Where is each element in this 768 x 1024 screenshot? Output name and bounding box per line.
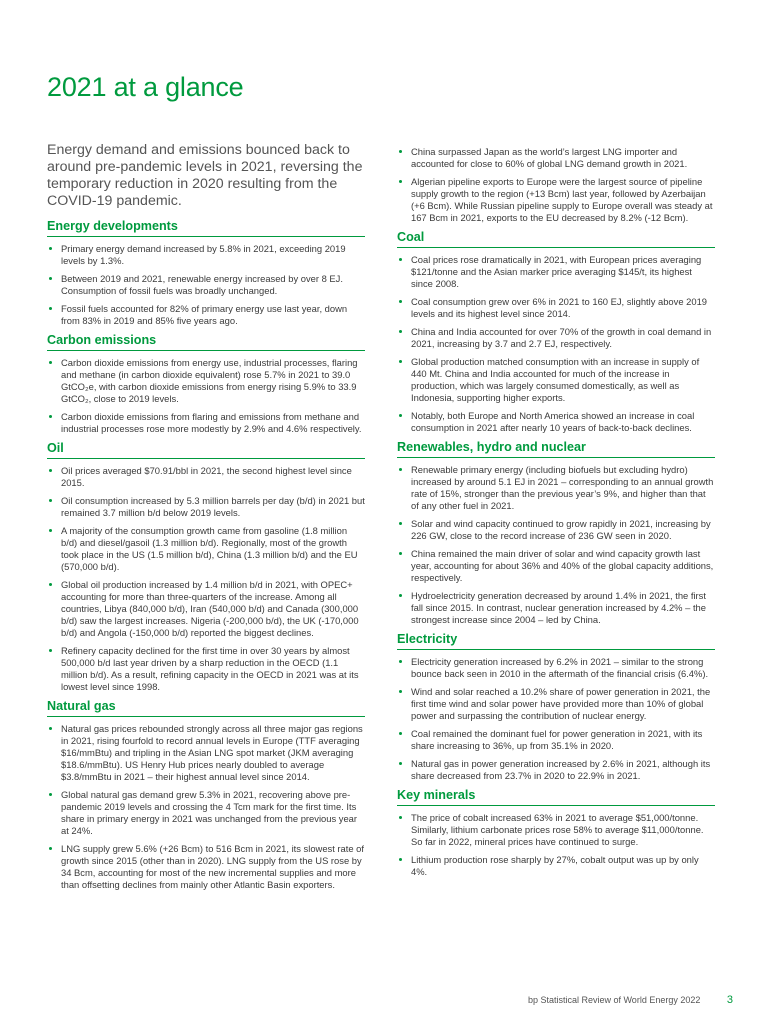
bullet-dot-icon: [399, 150, 402, 153]
bullet-text: Coal prices rose dramatically in 2021, with European prices averaging $121/tonne and the Asian marker price averaging $145/t, its highest since 2008.: [411, 254, 702, 289]
bullet-text: Hydroelectricity generation decreased by around 1.4% in 2021, the first fall since 2015. In contrast, nuclear generation increased by 4.2% – the strongest increase since 2004 – led by China.: [411, 590, 706, 625]
bullet-item: [397, 356, 715, 404]
bullet-dot-icon: [399, 360, 402, 363]
section-oil: [47, 441, 365, 693]
bullet-text: Notably, both Europe and North America showed an increase in coal consumption in 2021 after nearly 10 years of back-to-back declines.: [411, 410, 695, 433]
bullet-text: Global oil production increased by 1.4 million b/d in 2021, with OPEC+ accounting for more than three-quarters of the increase. Among all countries, Libya (840,000 b/d), Iran (540,000 b/d) and Canada (300,000 b/d) saw the largest increases. Nigeria (-200,000 b/d), the UK (-170,000 b/d) and Angola (-150,000 b/d) reported the biggest declines.: [61, 579, 359, 638]
bullet-dot-icon: [399, 816, 402, 819]
bullet-text: Fossil fuels accounted for 82% of primary energy use last year, down from 83% in 2019 and 85% five years ago.: [61, 303, 348, 326]
bullet-item: [397, 854, 715, 878]
bullet-dot-icon: [49, 727, 52, 730]
bullet-text: A majority of the consumption growth came from gasoline (1.8 million b/d) and diesel/gasoil (1.3 million b/d). Regionally, most of the growth took place in the US (1.5 million b/d), China (1.3 million b/d) and the EU (570,000 b/d).: [61, 525, 358, 572]
section-heading: Coal: [397, 230, 715, 248]
bullet-text: China and India accounted for over 70% of the growth in coal demand in 2021, increasing by 3.7 and 2.7 EJ, respectively.: [411, 326, 712, 349]
bullet-item: [397, 812, 715, 848]
bullet-text: Between 2019 and 2021, renewable energy increased by over 8 EJ. Consumption of fossil fuels was broadly unchanged.: [61, 273, 343, 296]
right-sections: [397, 230, 715, 878]
right-lead-list: [397, 146, 715, 224]
bullet-item: [47, 525, 365, 573]
bullet-dot-icon: [49, 469, 52, 472]
bullet-item: [397, 548, 715, 584]
bullet-text: Primary energy demand increased by 5.8% in 2021, exceeding 2019 levels by 1.3%.: [61, 243, 346, 266]
left-sections: [47, 219, 365, 891]
bullet-dot-icon: [49, 415, 52, 418]
bullet-item: [397, 656, 715, 680]
footer-source: bp Statistical Review of World Energy 2022: [527, 995, 701, 1005]
section-natural-gas: [47, 699, 365, 891]
bullet-text: Electricity generation increased by 6.2% in 2021 – similar to the strong bounce back seen in 2010 in the aftermath of the financial crisis (6.4%).: [411, 656, 709, 679]
left-column: [47, 142, 365, 897]
bullet-dot-icon: [399, 522, 402, 525]
section-key-minerals: [397, 788, 715, 878]
bullet-item: [47, 495, 365, 519]
bullet-text: Wind and solar reached a 10.2% share of power generation in 2021, the first time wind and solar power have provided more than 10% of global power and surpassing the contribution of nuclear energy.: [411, 686, 711, 721]
bullet-list: [397, 248, 715, 434]
bullet-item: [397, 728, 715, 752]
bullet-text: Carbon dioxide emissions from flaring and emissions from methane and industrial processes rose more modestly by 2.9% and 4.6% respectively.: [61, 411, 362, 434]
bullet-dot-icon: [49, 529, 52, 532]
bullet-text: Natural gas prices rebounded strongly across all three major gas regions in 2021, rising fourfold to record annual levels in Europe (TTF averaging $16/mmBtu) and tripling in the Asian LNG spot market (JKM averaging $18.6/mmBtu). US Henry Hub prices nearly doubled to average $3.8/mmBtu in 2021 – their highest annual level since 2014.: [61, 723, 363, 782]
bullet-list: [47, 717, 365, 891]
section-heading: Natural gas: [47, 699, 365, 717]
bullet-list: [47, 351, 365, 435]
bullet-text: Oil consumption increased by 5.3 million barrels per day (b/d) in 2021 but remained 3.7 million b/d below 2019 levels.: [61, 495, 365, 518]
section-heading: Carbon emissions: [47, 333, 365, 351]
right-column: [397, 146, 715, 884]
bullet-dot-icon: [399, 468, 402, 471]
bullet-text: Oil prices averaged $70.91/bbl in 2021, the second highest level since 2015.: [61, 465, 352, 488]
section-heading: Oil: [47, 441, 365, 459]
bullet-text: LNG supply grew 5.6% (+26 Bcm) to 516 Bcm in 2021, its slowest rate of growth since 2015 (other than in 2020). LNG supply from the US rose by 34 Bcm, accounting for most of the new incremental supplies and more than offsetting declines from mainly other Atlantic Basin exporters.: [61, 843, 365, 890]
bullet-item: [47, 843, 365, 891]
page-number: 3: [726, 994, 733, 1006]
section-heading: Electricity: [397, 632, 715, 650]
bullet-dot-icon: [399, 762, 402, 765]
bullet-dot-icon: [49, 307, 52, 310]
bullet-text: China surpassed Japan as the world’s largest LNG importer and accounted for close to 60% of global LNG demand growth in 2021.: [411, 146, 688, 169]
bullet-dot-icon: [399, 858, 402, 861]
section-heading: Energy developments: [47, 219, 365, 237]
bullet-dot-icon: [399, 300, 402, 303]
bullet-dot-icon: [49, 499, 52, 502]
bullet-item: [47, 357, 365, 405]
bullet-list: [47, 459, 365, 693]
bullet-dot-icon: [49, 583, 52, 586]
bullet-item: [47, 465, 365, 489]
bullet-dot-icon: [399, 414, 402, 417]
bullet-dot-icon: [49, 361, 52, 364]
bullet-item: [47, 303, 365, 327]
bullet-dot-icon: [49, 247, 52, 250]
bullet-text: Refinery capacity declined for the first time in over 30 years by almost 500,000 b/d last year driven by a sharp reduction in the OECD (1.1 million b/d). As a result, refining capacity in the OECD in 2021 was at its lowest level since 1998.: [61, 645, 359, 692]
bullet-dot-icon: [399, 660, 402, 663]
page-footer: [528, 994, 733, 1006]
bullet-item: [47, 789, 365, 837]
bullet-dot-icon: [49, 793, 52, 796]
section-coal: [397, 230, 715, 434]
bullet-item: [397, 464, 715, 512]
bullet-dot-icon: [399, 732, 402, 735]
bullet-item: [397, 686, 715, 722]
bullet-item: [397, 176, 715, 224]
bullet-item: [397, 146, 715, 170]
bullet-text: China remained the main driver of solar and wind capacity growth last year, accounting for about 36% and 40% of the global capacity additions, respectively.: [411, 548, 714, 583]
bullet-item: [47, 723, 365, 783]
bullet-list: [47, 237, 365, 327]
bullet-text: The price of cobalt increased 63% in 2021 to average $51,000/tonne. Similarly, lithium carbonate prices rose 58% to average $11,000/tonne. So far in 2022, mineral prices have continued to surge.: [411, 812, 704, 847]
bullet-text: Global natural gas demand grew 5.3% in 2021, recovering above pre-pandemic 2019 levels and crossing the 4 Tcm mark for the first time. Its share in primary energy in 2021 was unchanged from the previous year at 24%.: [61, 789, 357, 836]
bullet-item: [397, 758, 715, 782]
bullet-dot-icon: [399, 552, 402, 555]
bullet-text: Coal consumption grew over 6% in 2021 to 160 EJ, slightly above 2019 levels and its highest level since 2014.: [411, 296, 708, 319]
bullet-item: [397, 254, 715, 290]
bullet-text: Global production matched consumption with an increase in supply of 440 Mt. China and India accounted for much of the increase in production, which was largely consumed domestically, as well as Indonesia, supporting higher exports.: [411, 356, 700, 403]
bullet-text: Coal remained the dominant fuel for power generation in 2021, with its share increasing to 36%, up from 35.1% in 2020.: [411, 728, 703, 751]
section-heading: Key minerals: [397, 788, 715, 806]
bullet-list: [397, 458, 715, 626]
bullet-item: [47, 273, 365, 297]
bullet-dot-icon: [49, 277, 52, 280]
section-renewables-hydro-and-nuclear: [397, 440, 715, 626]
intro-paragraph: Energy demand and emissions bounced back to around pre-pandemic levels in 2021, reversing the temporary reduction in 2020 resulting from the COVID-19 pandemic.: [47, 142, 363, 209]
bullet-text: Algerian pipeline exports to Europe were the largest source of pipeline supply growth to the region (+13 Bcm) last year, followed by Azerbaijan (+6 Bcm). While Russian pipeline supply to Europe overall was steady at 167 Bcm in 2021, exports to the EU decreased by 8.2% (-12 Bcm).: [411, 176, 713, 223]
bullet-dot-icon: [399, 594, 402, 597]
bullet-item: [397, 296, 715, 320]
bullet-dot-icon: [49, 847, 52, 850]
bullet-item: [47, 411, 365, 435]
section-energy-developments: [47, 219, 365, 327]
bullet-text: Renewable primary energy (including biofuels but excluding hydro) increased by around 5.1 EJ in 2021 – corresponding to an annual growth rate of 15%, stronger than the previous year’s 9%, and higher than that of any other fuel in 2021.: [411, 464, 714, 511]
bullet-text: Solar and wind capacity continued to grow rapidly in 2021, increasing by 226 GW, close to the record increase of 236 GW seen in 2020.: [411, 518, 711, 541]
page-title: 2021 at a glance: [47, 72, 244, 102]
bullet-item: [47, 579, 365, 639]
bullet-text: Lithium production rose sharply by 27%, cobalt output was up by only 4%.: [411, 854, 699, 877]
bullet-item: [47, 243, 365, 267]
bullet-text: Natural gas in power generation increased by 2.6% in 2021, although its share decreased from 23.7% in 2020 to 22.9% in 2021.: [411, 758, 711, 781]
bullet-item: [47, 645, 365, 693]
bullet-item: [397, 518, 715, 542]
bullet-dot-icon: [399, 258, 402, 261]
bullet-item: [397, 590, 715, 626]
bullet-list: [397, 806, 715, 878]
bullet-item: [397, 326, 715, 350]
section-heading: Renewables, hydro and nuclear: [397, 440, 715, 458]
bullet-dot-icon: [399, 330, 402, 333]
bullet-list: [397, 650, 715, 782]
bullet-dot-icon: [49, 649, 52, 652]
section-carbon-emissions: [47, 333, 365, 435]
bullet-dot-icon: [399, 180, 402, 183]
bullet-dot-icon: [399, 690, 402, 693]
bullet-text: Carbon dioxide emissions from energy use, industrial processes, flaring and methane (in carbon dioxide equivalent) rose 5.7% in 2021 to 39.0 GtCO₂e, with carbon dioxide emissions from energy rising 5.9% to 33.9 GtCO₂, close to 2019 levels.: [61, 357, 358, 404]
bullet-item: [397, 410, 715, 434]
section-electricity: [397, 632, 715, 782]
